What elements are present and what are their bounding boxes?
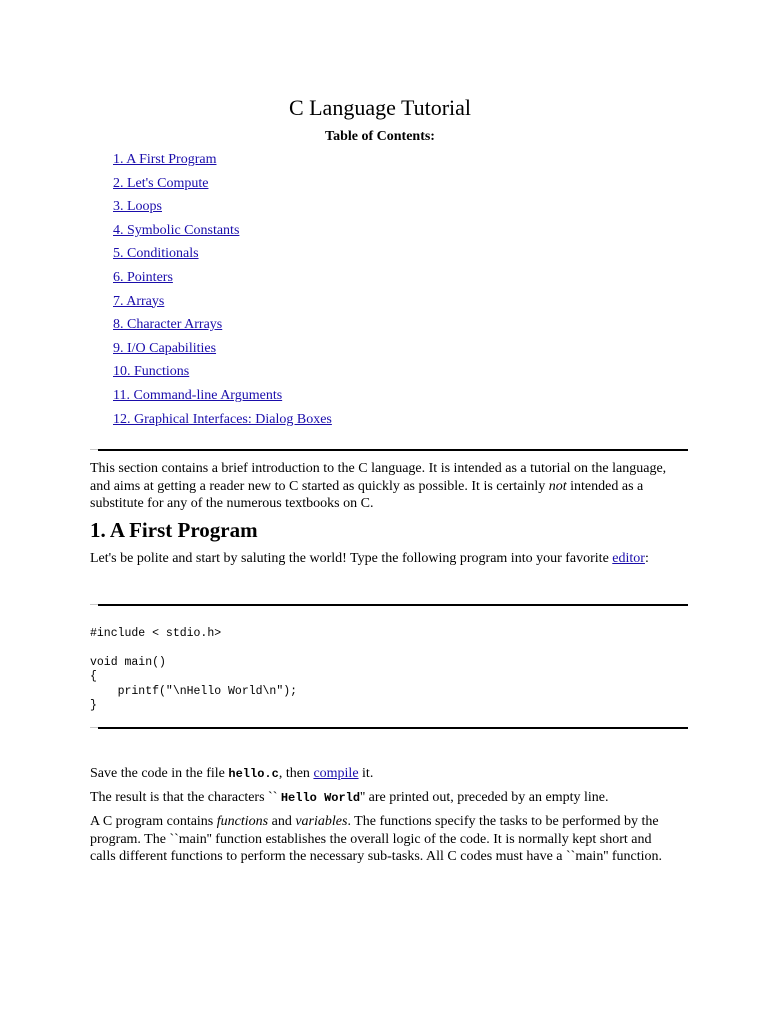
paragraph-text-end: :: [644, 551, 649, 566]
toc-item: [113, 363, 332, 387]
page-title: C Language Tutorial: [288, 95, 472, 120]
functions-term: functions: [216, 814, 269, 829]
toc-link-conditionals[interactable]: 5. Conditionals: [113, 246, 199, 262]
toc-item: [113, 151, 332, 175]
divider: [90, 604, 688, 605]
toc-item: [113, 222, 332, 246]
table-of-contents: [113, 151, 332, 434]
toc-link-graphical-interfaces[interactable]: 12. Graphical Interfaces: Dialog Boxes: [113, 411, 332, 427]
filename-code: hello.c: [228, 767, 279, 781]
code-block: #include < stdio.h> void main() { printf("\nHello World\n"); }: [90, 627, 298, 713]
toc-item: [113, 245, 332, 269]
paragraph-text-end: . The functions specify the tasks to be performed by the program. The ``main'' function establishes the overall logic of the code. It is normally kept short and calls different functions to perform the necessary sub-tasks. All C codes must have a ``main'' function.: [90, 814, 663, 864]
paragraph-text: and: [268, 814, 296, 829]
toc-link-io-capabilities[interactable]: 9. I/O Capabilities: [113, 340, 217, 356]
editor-link[interactable]: editor: [612, 551, 645, 566]
toc-item: [113, 316, 332, 340]
intro-paragraph: [90, 460, 670, 513]
paragraph-text: A C program contains: [90, 814, 217, 829]
compile-link[interactable]: compile: [313, 766, 359, 781]
intro-text-end: intended as a substitute for any of the numerous textbooks on C.: [90, 478, 644, 511]
toc-item: [113, 293, 332, 317]
toc-item: [113, 340, 332, 364]
paragraph-text: Save the code in the file: [90, 766, 229, 781]
toc-item: [113, 411, 332, 435]
toc-item: [113, 387, 332, 411]
section-paragraph: [90, 550, 670, 568]
toc-link-pointers[interactable]: 6. Pointers: [113, 269, 173, 285]
divider: [90, 727, 688, 728]
paragraph-text: Let's be polite and start by saluting the world! Type the following program into your favorite: [90, 551, 613, 566]
toc-item: [113, 269, 332, 293]
toc-item: [113, 198, 332, 222]
section-heading: 1. A First Program: [90, 518, 258, 542]
paragraph-text: The result is that the characters ``: [90, 790, 281, 805]
toc-item: [113, 175, 332, 199]
paragraph-text: , then: [278, 766, 314, 781]
intro-emphasis: not: [548, 478, 567, 494]
paragraph-text-end: '' are printed out, preceded by an empty line.: [360, 790, 609, 805]
toc-link-lets-compute[interactable]: 2. Let's Compute: [113, 175, 209, 191]
program-structure-paragraph: [90, 813, 670, 866]
toc-link-first-program[interactable]: 1. A First Program: [113, 152, 217, 167]
toc-link-functions[interactable]: 10. Functions: [113, 364, 190, 380]
save-paragraph: [90, 765, 670, 784]
toc-link-symbolic-constants[interactable]: 4. Symbolic Constants: [113, 222, 240, 238]
toc-link-command-line-arguments[interactable]: 11. Command-line Arguments: [113, 387, 283, 403]
toc-link-character-arrays[interactable]: 8. Character Arrays: [113, 317, 223, 333]
divider: [90, 449, 688, 450]
paragraph-text-end: it.: [358, 766, 374, 781]
output-code: Hello World: [280, 791, 361, 805]
variables-term: variables: [295, 814, 348, 829]
intro-text: This section contains a brief introduction to the C language. It is intended as a tutorial on the language, and aims at getting a reader new to C started as quickly as possible. It is certainly: [90, 461, 667, 494]
toc-link-arrays[interactable]: 7. Arrays: [113, 293, 165, 309]
toc-heading: Table of Contents:: [325, 129, 435, 144]
result-paragraph: [90, 789, 670, 808]
toc-link-loops[interactable]: 3. Loops: [113, 199, 162, 215]
